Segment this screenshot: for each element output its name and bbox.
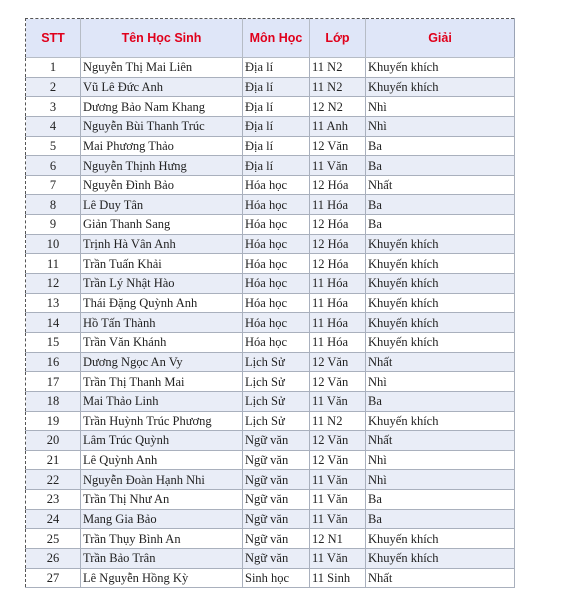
cell-subject[interactable]: Hóa học <box>243 234 310 254</box>
cell-class[interactable]: 11 N2 <box>310 77 366 97</box>
cell-stt[interactable]: 12 <box>26 274 81 294</box>
table-row <box>26 175 515 195</box>
cell-subject[interactable]: Lịch Sử <box>243 352 310 372</box>
cell-award[interactable]: Ba <box>366 156 515 176</box>
cell-stt[interactable]: 21 <box>26 450 81 470</box>
cell-stt[interactable]: 9 <box>26 215 81 235</box>
cell-award[interactable]: Nhì <box>366 116 515 136</box>
cell-award[interactable]: Nhì <box>366 372 515 392</box>
cell-award[interactable]: Khuyến khích <box>366 254 515 274</box>
cell-award[interactable]: Khuyến khích <box>366 58 515 78</box>
cell-stt[interactable]: 24 <box>26 509 81 529</box>
cell-subject[interactable]: Ngữ văn <box>243 509 310 529</box>
cell-class[interactable]: 11 N2 <box>310 58 366 78</box>
cell-stt[interactable]: 14 <box>26 313 81 333</box>
award-table <box>25 18 515 588</box>
cell-stt[interactable]: 1 <box>26 58 81 78</box>
table-row <box>26 411 515 431</box>
cell-subject[interactable]: Lịch Sử <box>243 372 310 392</box>
cell-class[interactable]: 11 Hóa <box>310 274 366 294</box>
cell-subject[interactable]: Địa lí <box>243 156 310 176</box>
cell-student-name[interactable]: Nguyễn Đình Bảo <box>81 175 243 195</box>
cell-subject[interactable]: Ngữ văn <box>243 529 310 549</box>
cell-award[interactable]: Nhì <box>366 470 515 490</box>
cell-subject[interactable]: Hóa học <box>243 293 310 313</box>
cell-student-name[interactable]: Mang Gia Bảo <box>81 509 243 529</box>
cell-subject[interactable]: Hóa học <box>243 175 310 195</box>
cell-class[interactable]: 11 Anh <box>310 116 366 136</box>
cell-award[interactable]: Khuyến khích <box>366 332 515 352</box>
table-row <box>26 136 515 156</box>
cell-student-name[interactable]: Trần Tuấn Khải <box>81 254 243 274</box>
cell-student-name[interactable]: Nguyễn Thịnh Hưng <box>81 156 243 176</box>
cell-stt[interactable]: 6 <box>26 156 81 176</box>
table-row <box>26 234 515 254</box>
header-stt[interactable]: STT <box>26 19 81 58</box>
cell-award[interactable]: Nhất <box>366 352 515 372</box>
cell-student-name[interactable]: Mai Thảo Linh <box>81 391 243 411</box>
cell-student-name[interactable]: Trần Thị Thanh Mai <box>81 372 243 392</box>
cell-stt[interactable]: 27 <box>26 568 81 588</box>
cell-stt[interactable]: 25 <box>26 529 81 549</box>
cell-stt[interactable]: 5 <box>26 136 81 156</box>
cell-award[interactable]: Ba <box>366 195 515 215</box>
table-row <box>26 195 515 215</box>
cell-student-name[interactable]: Trần Thị Như An <box>81 490 243 510</box>
cell-award[interactable]: Khuyến khích <box>366 411 515 431</box>
cell-class[interactable]: 12 Hóa <box>310 175 366 195</box>
cell-student-name[interactable]: Nguyễn Đoàn Hạnh Nhi <box>81 470 243 490</box>
cell-class[interactable]: 12 Hóa <box>310 234 366 254</box>
cell-stt[interactable]: 19 <box>26 411 81 431</box>
table-row <box>26 568 515 588</box>
header-row <box>26 19 515 58</box>
cell-student-name[interactable]: Hồ Tấn Thành <box>81 313 243 333</box>
cell-class[interactable]: 12 Văn <box>310 352 366 372</box>
table-row <box>26 313 515 333</box>
cell-student-name[interactable]: Dương Ngọc An Vy <box>81 352 243 372</box>
cell-subject[interactable]: Địa lí <box>243 116 310 136</box>
cell-subject[interactable]: Lịch Sử <box>243 411 310 431</box>
cell-subject[interactable]: Hóa học <box>243 332 310 352</box>
cell-award[interactable]: Khuyến khích <box>366 77 515 97</box>
cell-class[interactable]: 11 Văn <box>310 470 366 490</box>
cell-subject[interactable]: Ngữ văn <box>243 450 310 470</box>
cell-stt[interactable]: 22 <box>26 470 81 490</box>
cell-class[interactable]: 11 Sinh <box>310 568 366 588</box>
table-row <box>26 332 515 352</box>
cell-award[interactable]: Ba <box>366 490 515 510</box>
cell-stt[interactable]: 3 <box>26 97 81 117</box>
cell-student-name[interactable]: Mai Phương Thảo <box>81 136 243 156</box>
table-body <box>26 58 515 588</box>
cell-student-name[interactable]: Lê Duy Tân <box>81 195 243 215</box>
cell-subject[interactable]: Hóa học <box>243 274 310 294</box>
table-row <box>26 490 515 510</box>
cell-student-name[interactable]: Thái Đặng Quỳnh Anh <box>81 293 243 313</box>
cell-class[interactable]: 12 Hóa <box>310 254 366 274</box>
table-row <box>26 372 515 392</box>
cell-student-name[interactable]: Trịnh Hà Vân Anh <box>81 234 243 254</box>
cell-award[interactable]: Khuyến khích <box>366 549 515 569</box>
cell-class[interactable]: 11 Văn <box>310 156 366 176</box>
table-row <box>26 391 515 411</box>
cell-class[interactable]: 12 Văn <box>310 450 366 470</box>
table-row <box>26 509 515 529</box>
cell-class[interactable]: 12 Văn <box>310 372 366 392</box>
table-row <box>26 116 515 136</box>
cell-stt[interactable]: 26 <box>26 549 81 569</box>
cell-subject[interactable]: Hóa học <box>243 254 310 274</box>
cell-award[interactable]: Khuyến khích <box>366 529 515 549</box>
cell-stt[interactable]: 11 <box>26 254 81 274</box>
cell-student-name[interactable]: Trần Lý Nhật Hào <box>81 274 243 294</box>
table-row <box>26 293 515 313</box>
table-row <box>26 549 515 569</box>
cell-stt[interactable]: 4 <box>26 116 81 136</box>
cell-stt[interactable]: 16 <box>26 352 81 372</box>
cell-student-name[interactable]: Lâm Trúc Quỳnh <box>81 431 243 451</box>
cell-class[interactable]: 12 Văn <box>310 136 366 156</box>
table-row <box>26 254 515 274</box>
table-row <box>26 156 515 176</box>
cell-class[interactable]: 12 Hóa <box>310 215 366 235</box>
cell-subject[interactable]: Địa lí <box>243 97 310 117</box>
cell-class[interactable]: 12 Văn <box>310 431 366 451</box>
cell-award[interactable]: Nhất <box>366 175 515 195</box>
header-subject[interactable]: Môn Học <box>243 19 310 58</box>
table-row <box>26 97 515 117</box>
cell-award[interactable]: Nhì <box>366 450 515 470</box>
cell-subject[interactable]: Ngữ văn <box>243 470 310 490</box>
cell-award[interactable]: Khuyến khích <box>366 274 515 294</box>
cell-stt[interactable]: 23 <box>26 490 81 510</box>
table-row <box>26 470 515 490</box>
cell-stt[interactable]: 18 <box>26 391 81 411</box>
header-student-name[interactable]: Tên Học Sinh <box>81 19 243 58</box>
table-row <box>26 352 515 372</box>
cell-stt[interactable]: 7 <box>26 175 81 195</box>
cell-class[interactable]: 11 Hóa <box>310 293 366 313</box>
cell-subject[interactable]: Địa lí <box>243 58 310 78</box>
cell-subject[interactable]: Sinh học <box>243 568 310 588</box>
cell-class[interactable]: 11 Hóa <box>310 195 366 215</box>
header-award[interactable]: Giải <box>366 19 515 58</box>
cell-subject[interactable]: Hóa học <box>243 195 310 215</box>
table-row <box>26 77 515 97</box>
cell-stt[interactable]: 8 <box>26 195 81 215</box>
table-row <box>26 431 515 451</box>
cell-class[interactable]: 11 Văn <box>310 549 366 569</box>
table-row <box>26 215 515 235</box>
cell-class[interactable]: 11 Văn <box>310 509 366 529</box>
cell-subject[interactable]: Hóa học <box>243 215 310 235</box>
cell-student-name[interactable]: Lê Nguyễn Hồng Kỳ <box>81 568 243 588</box>
table-row <box>26 450 515 470</box>
cell-award[interactable]: Khuyến khích <box>366 234 515 254</box>
cell-student-name[interactable]: Trần Huỳnh Trúc Phương <box>81 411 243 431</box>
cell-class[interactable]: 12 N2 <box>310 97 366 117</box>
cell-student-name[interactable]: Nguyễn Thị Mai Liên <box>81 58 243 78</box>
cell-subject[interactable]: Địa lí <box>243 136 310 156</box>
cell-award[interactable]: Nhì <box>366 97 515 117</box>
cell-award[interactable]: Ba <box>366 215 515 235</box>
cell-stt[interactable]: 2 <box>26 77 81 97</box>
cell-student-name[interactable]: Dương Bảo Nam Khang <box>81 97 243 117</box>
table-row <box>26 274 515 294</box>
cell-stt[interactable]: 10 <box>26 234 81 254</box>
cell-class[interactable]: 11 Hóa <box>310 332 366 352</box>
cell-student-name[interactable]: Nguyễn Bùi Thanh Trúc <box>81 116 243 136</box>
spreadsheet <box>25 18 515 588</box>
cell-award[interactable]: Ba <box>366 391 515 411</box>
cell-class[interactable]: 12 N1 <box>310 529 366 549</box>
cell-stt[interactable]: 15 <box>26 332 81 352</box>
cell-award[interactable]: Ba <box>366 136 515 156</box>
cell-subject[interactable]: Ngữ văn <box>243 490 310 510</box>
cell-student-name[interactable]: Vũ Lê Đức Anh <box>81 77 243 97</box>
cell-student-name[interactable]: Trần Thụy Bình An <box>81 529 243 549</box>
cell-class[interactable]: 11 Văn <box>310 391 366 411</box>
cell-subject[interactable]: Hóa học <box>243 313 310 333</box>
cell-award[interactable]: Nhất <box>366 431 515 451</box>
table-row <box>26 58 515 78</box>
cell-award[interactable]: Khuyến khích <box>366 313 515 333</box>
cell-student-name[interactable]: Trần Bảo Trân <box>81 549 243 569</box>
cell-class[interactable]: 11 Văn <box>310 490 366 510</box>
cell-stt[interactable]: 20 <box>26 431 81 451</box>
table-row <box>26 529 515 549</box>
table-header <box>26 19 515 58</box>
cell-student-name[interactable]: Lê Quỳnh Anh <box>81 450 243 470</box>
cell-stt[interactable]: 13 <box>26 293 81 313</box>
cell-subject[interactable]: Địa lí <box>243 77 310 97</box>
cell-student-name[interactable]: Trần Văn Khánh <box>81 332 243 352</box>
cell-class[interactable]: 11 N2 <box>310 411 366 431</box>
cell-subject[interactable]: Ngữ văn <box>243 549 310 569</box>
cell-student-name[interactable]: Giản Thanh Sang <box>81 215 243 235</box>
cell-award[interactable]: Khuyến khích <box>366 293 515 313</box>
cell-stt[interactable]: 17 <box>26 372 81 392</box>
header-class[interactable]: Lớp <box>310 19 366 58</box>
cell-subject[interactable]: Lịch Sử <box>243 391 310 411</box>
cell-award[interactable]: Ba <box>366 509 515 529</box>
cell-class[interactable]: 11 Hóa <box>310 313 366 333</box>
cell-subject[interactable]: Ngữ văn <box>243 431 310 451</box>
cell-award[interactable]: Nhất <box>366 568 515 588</box>
